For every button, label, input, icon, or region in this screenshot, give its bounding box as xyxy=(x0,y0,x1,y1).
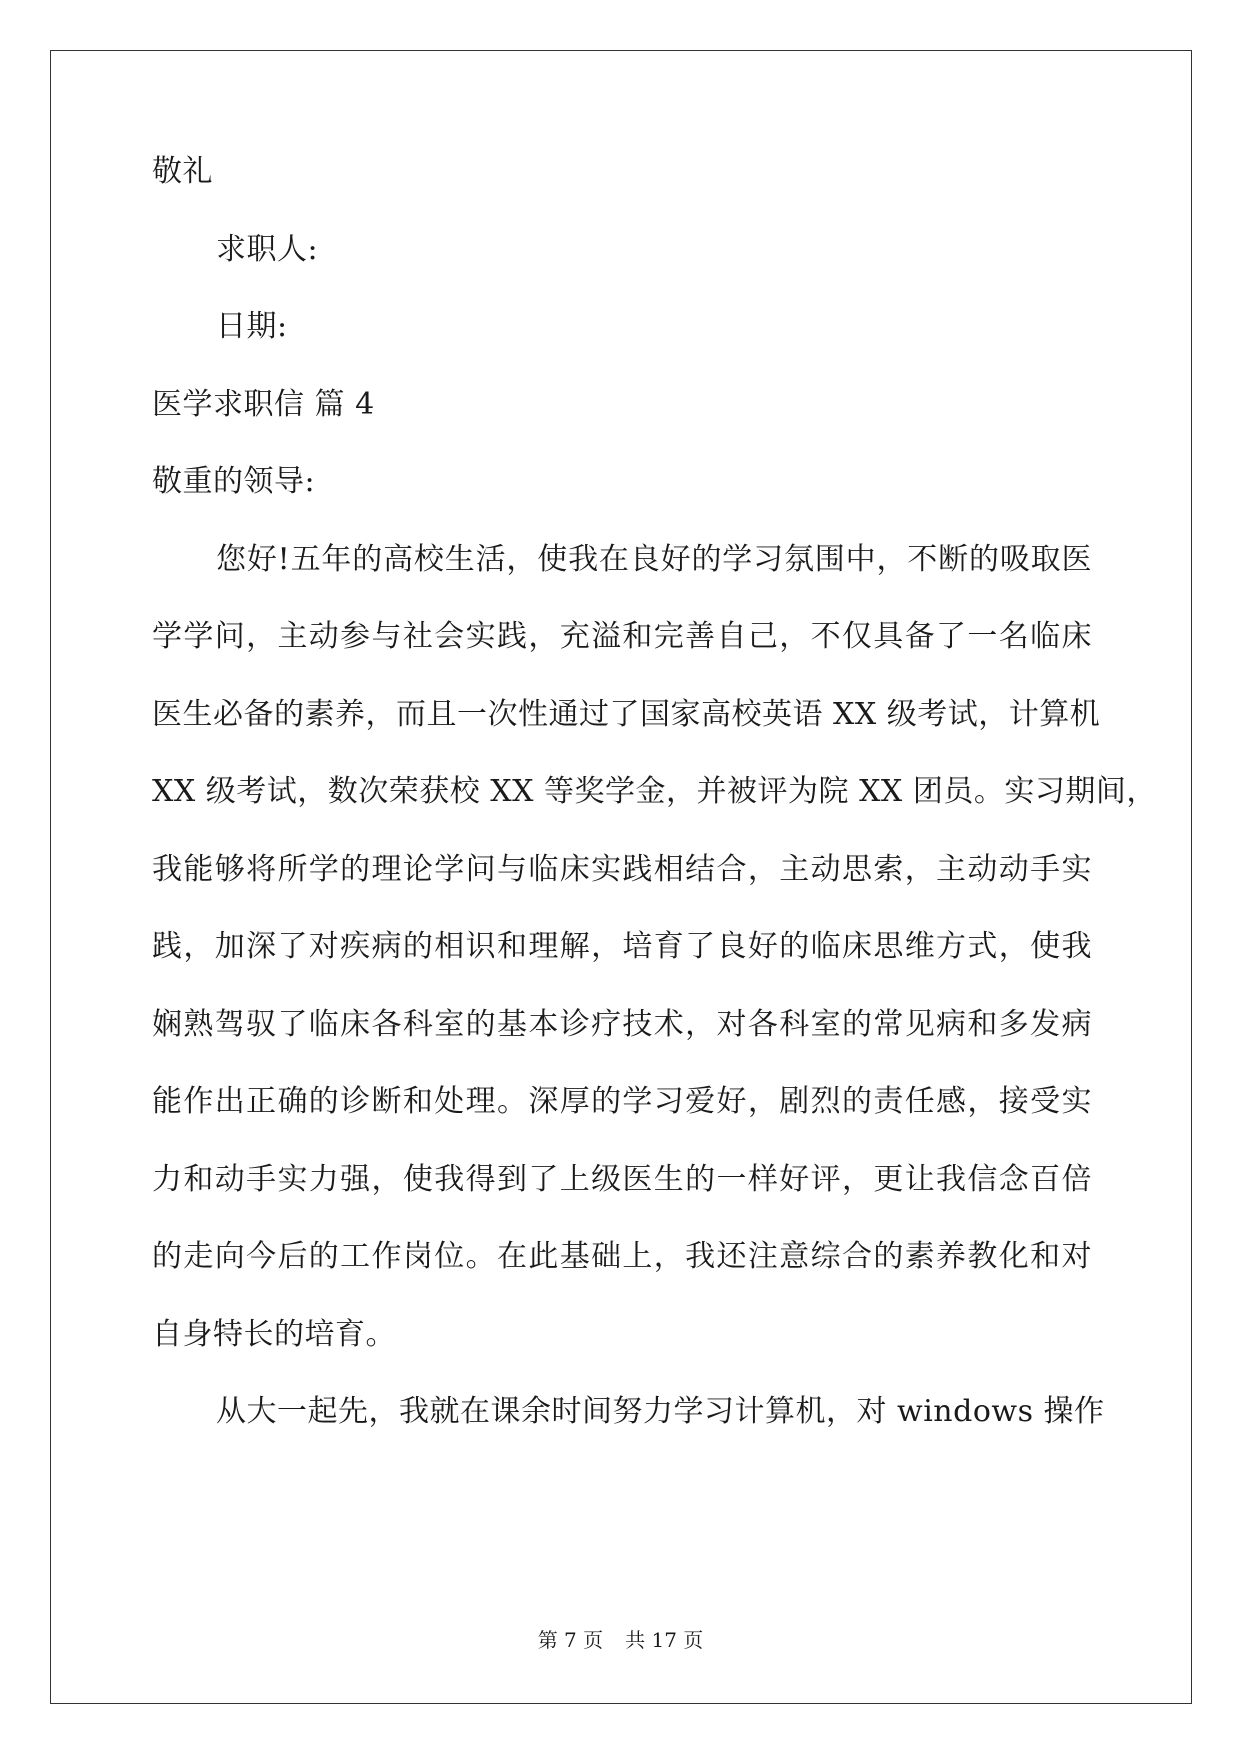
paragraph-line: 自身特长的培育。 xyxy=(152,1317,396,1352)
date-label: 日期: xyxy=(216,309,288,344)
paragraph-line: 的走向今后的工作岗位。在此基础上，我还注意综合的素养教化和对 xyxy=(152,1239,1092,1274)
page-total: 共 17 页 xyxy=(625,1628,704,1652)
paragraph-line: 学学问，主动参与社会实践，充溢和完善自己，不仅具备了一名临床 xyxy=(152,619,1092,654)
page-number: 第 7 页 xyxy=(537,1628,604,1652)
paragraph-line: 您好!五年的高校生活，使我在良好的学习氛围中，不断的吸取医 xyxy=(216,542,1092,577)
page-footer xyxy=(0,1626,1241,1654)
closing-salutation: 敬礼 xyxy=(152,154,213,189)
paragraph-line: 能作出正确的诊断和处理。深厚的学习爱好，剧烈的责任感，接受实 xyxy=(152,1084,1092,1119)
paragraph-line: 医生必备的素养，而且一次性通过了国家高校英语 XX 级考试，计算机 xyxy=(152,697,1101,732)
greeting: 敬重的领导: xyxy=(152,464,316,499)
paragraph-line: 践，加深了对疾病的相识和理解，培育了良好的临床思维方式，使我 xyxy=(152,929,1092,964)
paragraph-line: 我能够将所学的理论学问与临床实践相结合，主动思索，主动动手实 xyxy=(152,852,1092,887)
section-heading: 医学求职信 篇 4 xyxy=(152,387,375,422)
paragraph-line: 力和动手实力强，使我得到了上级医生的一样好评，更让我信念百倍 xyxy=(152,1162,1092,1197)
paragraph-line: 从大一起先，我就在课余时间努力学习计算机，对 windows 操作 xyxy=(216,1394,1105,1429)
paragraph-line: 娴熟驾驭了临床各科室的基本诊疗技术，对各科室的常见病和多发病 xyxy=(152,1007,1092,1042)
paragraph-line: XX 级考试，数次荣获校 XX 等奖学金，并被评为院 XX 团员。实习期间， xyxy=(152,774,1157,809)
applicant-label: 求职人: xyxy=(216,232,319,267)
